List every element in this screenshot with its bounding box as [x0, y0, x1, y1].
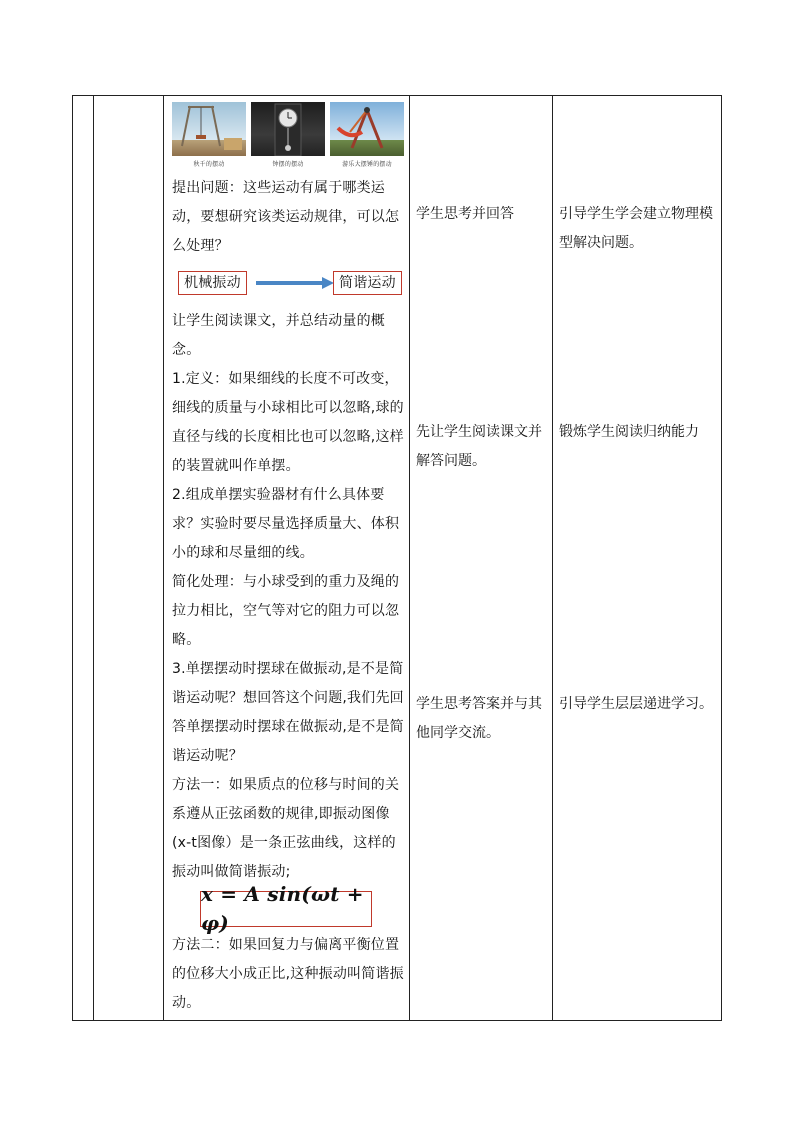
photo-swing [172, 102, 246, 174]
design-intent-1: 引导学生学会建立物理模型解决问题。 [559, 206, 713, 251]
photo-caption: 秋千的摆动 [193, 161, 225, 168]
swing-photo-icon [172, 102, 246, 156]
photo-row [172, 102, 404, 174]
clock-pendulum-photo-icon [251, 102, 325, 156]
question-2-text: 2.组成单摆实验器材有什么具体要求？实验时要尽量选择质量大、体积小的球和尽量细的线。 [172, 487, 400, 561]
reading-instruction: 让学生阅读课文，并总结动量的概念。 [172, 313, 385, 358]
design-intent-2: 锻炼学生阅读归纳能力 [559, 424, 699, 440]
design-intent-3: 引导学生层层递进学习。 [559, 696, 713, 712]
teaching-content-cell [164, 96, 410, 1020]
student-activity-cell [410, 96, 553, 1020]
student-activity-1: 学生思考并回答 [416, 206, 514, 222]
arrow-right-icon [256, 277, 334, 289]
column-divider [93, 96, 94, 1020]
pendulum-ride-photo-icon [330, 102, 404, 156]
photo-caption: 钟摆的摆动 [272, 161, 304, 168]
method-2-text: 方法二：如果回复力与偏离平衡位置的位移大小成正比,这种振动叫简谐振动。 [172, 937, 404, 1011]
flow-diagram [172, 265, 406, 305]
simplification-text: 简化处理：与小球受到的重力及绳的拉力相比，空气等对它的阻力可以忽略。 [172, 574, 400, 648]
photo-caption: 游乐大摆锤的摆动 [342, 161, 392, 168]
question-3-text: 3.单摆摆动时摆球在做振动,是不是简谐运动呢？想回答这个问题,我们先回答单摆摆动时摆球在做振动,是不是简谐运动呢？ [172, 661, 404, 764]
photo-ride [330, 102, 404, 174]
lesson-table [72, 95, 722, 1021]
flow-box-mechanical-vibration: 机械振动 [178, 271, 247, 295]
definition-text: 1.定义：如果细线的长度不可改变，细线的质量与小球相比可以忽略,球的直径与线的长度相比也可以忽略,这样的装置就叫作单摆。 [172, 371, 404, 474]
design-intent-cell [553, 96, 723, 1020]
photo-clock [251, 102, 325, 174]
shm-formula: x = A sin(ωt + φ) [200, 891, 372, 927]
question-text: 提出问题：这些运动有属于哪类运动，要想研究该类运动规律，可以怎么处理？ [172, 180, 400, 254]
student-activity-3: 学生思考答案并与其他同学交流。 [416, 696, 542, 741]
student-activity-2: 先让学生阅读课文并解答问题。 [416, 424, 542, 469]
flow-box-simple-harmonic-motion: 简谐运动 [333, 271, 402, 295]
method-1-text: 方法一：如果质点的位移与时间的关系遵从正弦函数的规律,即振动图像(x-t图像）是一条正弦曲线，这样的振动叫做简谐振动; [172, 777, 400, 880]
